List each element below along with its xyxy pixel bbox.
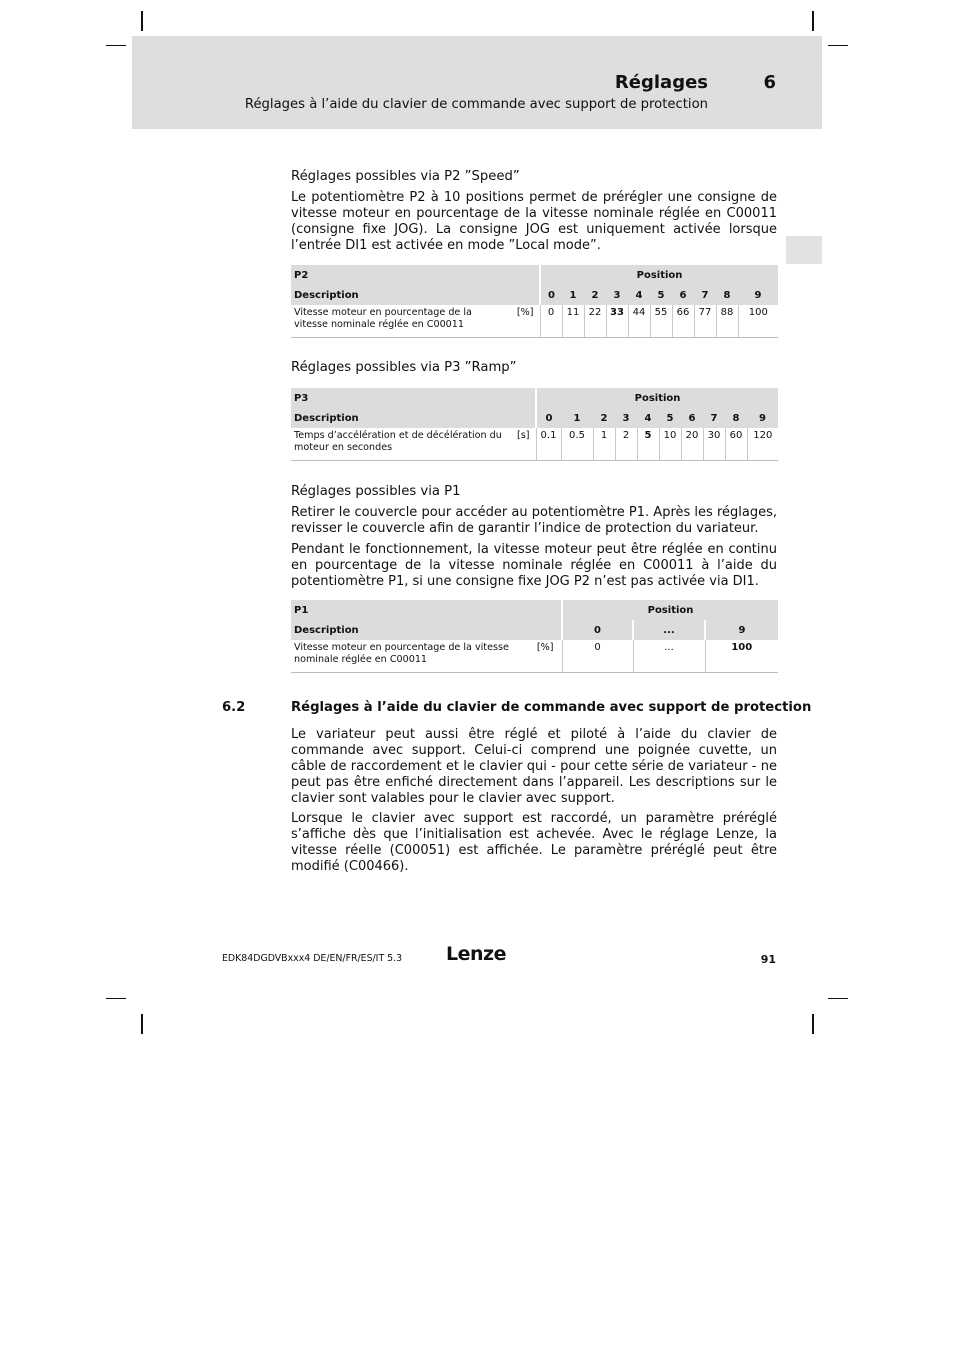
table-value-cell: 100: [738, 305, 778, 338]
row-description: Vitesse moteur en pourcentage de la vitesse nominale réglée en C00011: [294, 307, 472, 330]
page-number: 91: [760, 953, 776, 966]
table-position-cell: 4: [628, 285, 650, 305]
table-position-cell: 3: [606, 285, 628, 305]
row-unit: [s]: [517, 430, 530, 441]
table-value-cell: 0.1: [536, 428, 561, 461]
chapter-side-tab: [786, 236, 822, 264]
table-value-cell: 55: [650, 305, 672, 338]
crop-mark: [828, 998, 848, 999]
table-value-cell: 11: [562, 305, 584, 338]
row-unit: [%]: [536, 642, 554, 653]
crop-mark: [141, 1014, 143, 1034]
table-position-cell: ...: [633, 620, 705, 640]
table-value-cell: 10: [659, 428, 681, 461]
table-value-cell: 88: [716, 305, 738, 338]
table-position-cell: 8: [725, 408, 747, 428]
table-position-cell: 8: [716, 285, 738, 305]
section-paragraph-1: Le variateur peut aussi être réglé et piloté à l’aide du clavier de commande avec support. Celui-ci comprend une poignée cuvette, un câble de raccordement et le clavier qui - pour cette série de variateur - ne peut pas être enfiché directement dans l’appareil. Les descriptions sur le clavier sont valables pour le clavier avec support.: [291, 727, 777, 806]
table-value-cell: 66: [672, 305, 694, 338]
table-position-cell: 7: [694, 285, 716, 305]
table-value-cell-default: 100: [705, 640, 778, 673]
p1-paragraph-2: Pendant le fonctionnement, la vitesse moteur peut être réglée en continu en pourcentage de la vitesse nominale réglée en C00011 à l’aide du potentiomètre P1, si une consigne fixe JOG P2 n’est pas activée via DI1.: [291, 542, 777, 589]
crop-mark: [812, 1014, 814, 1034]
table-value-cell: 30: [703, 428, 725, 461]
table-value-cell: 120: [747, 428, 778, 461]
table-value-cell: 2: [615, 428, 637, 461]
table-position-cell: 5: [659, 408, 681, 428]
crop-mark: [812, 11, 814, 31]
table-value-cell-default: 5: [637, 428, 659, 461]
table-description-header: Description: [291, 620, 562, 640]
table-position-cell: 9: [705, 620, 778, 640]
crop-mark: [106, 998, 126, 999]
table-value-cell: 0: [562, 640, 633, 673]
crop-mark: [141, 11, 143, 31]
table-value-cell: ...: [633, 640, 705, 673]
table-description-header: Description: [291, 285, 540, 305]
table-position-header: Position: [562, 600, 778, 620]
table-position-cell: 0: [536, 408, 561, 428]
row-unit: [%]: [516, 307, 534, 318]
p1-heading: Réglages possibles via P1: [291, 484, 461, 499]
header-band: [132, 36, 822, 129]
table-param-label: P1: [291, 600, 562, 620]
section-paragraph-2: Lorsque le clavier avec support est raccordé, un paramètre préréglé s’affiche dès que l’initialisation est achevée. Avec le réglage Lenze, la vitesse réelle (C00051) est affichée. Le paramètre préréglé peut être modifié (C00466).: [291, 811, 777, 874]
p1-paragraph-1: Retirer le couvercle pour accéder au potentiomètre P1. Après les réglages, revisser le couvercle afin de garantir l’indice de protection du variateur.: [291, 505, 777, 536]
table-value-cell: 20: [681, 428, 703, 461]
p2-paragraph: Le potentiomètre P2 à 10 positions permet de prérégler une consigne de vitesse moteur en pourcentage de la vitesse nominale réglée en C00011 (consigne fixe JOG). La consigne JOG est uniquement activée lorsque l’entrée DI1 est activée en mode ”Local mode”.: [291, 190, 777, 253]
table-value-cell: 22: [584, 305, 606, 338]
footer-doc-code: EDK84DGDVBxxx4 DE/EN/FR/ES/IT 5.3: [222, 953, 403, 964]
table-position-cell: 5: [650, 285, 672, 305]
table-position-cell: 0: [562, 620, 633, 640]
table-position-header: Position: [540, 265, 778, 285]
table-position-cell: 6: [672, 285, 694, 305]
table-value-cell: 60: [725, 428, 747, 461]
table-position-cell: 3: [615, 408, 637, 428]
table-value-cell: 77: [694, 305, 716, 338]
section-number: 6.2: [222, 700, 246, 715]
table-param-label: P2: [291, 265, 540, 285]
row-description: Temps d’accélération et de décélération du moteur en secondes: [294, 430, 502, 453]
table-position-cell: 9: [747, 408, 778, 428]
p1-table: [291, 600, 778, 673]
table-position-header: Position: [536, 388, 778, 408]
table-position-cell: 7: [703, 408, 725, 428]
p3-table: [291, 388, 778, 461]
table-value-cell: 1: [593, 428, 615, 461]
table-position-cell: 2: [593, 408, 615, 428]
table-position-cell: 1: [562, 285, 584, 305]
table-position-cell: 9: [738, 285, 778, 305]
table-position-cell: 1: [561, 408, 593, 428]
table-value-cell: 0.5: [561, 428, 593, 461]
table-description-cell: [291, 640, 562, 673]
table-description-cell: [291, 428, 536, 461]
table-description-cell: [291, 305, 540, 338]
section-title: Réglages à l’aide du clavier de commande avec support de protection: [291, 700, 812, 715]
p2-table: [291, 265, 778, 338]
lenze-logo: Lenze: [446, 943, 506, 965]
crop-mark: [106, 45, 126, 46]
chapter-subtitle: Réglages à l’aide du clavier de commande avec support de protection: [244, 97, 708, 112]
table-value-cell-default: 33: [606, 305, 628, 338]
table-value-cell: 0: [540, 305, 562, 338]
p3-heading: Réglages possibles via P3 ”Ramp”: [291, 360, 517, 375]
table-description-header: Description: [291, 408, 536, 428]
table-position-cell: 2: [584, 285, 606, 305]
crop-mark: [828, 45, 848, 46]
chapter-title: Réglages: [614, 72, 708, 93]
p2-heading: Réglages possibles via P2 ”Speed”: [291, 169, 520, 184]
table-position-cell: 6: [681, 408, 703, 428]
table-position-cell: 4: [637, 408, 659, 428]
table-param-label: P3: [291, 388, 536, 408]
table-position-cell: 0: [540, 285, 562, 305]
table-value-cell: 44: [628, 305, 650, 338]
chapter-number: 6: [763, 72, 776, 93]
row-description: Vitesse moteur en pourcentage de la vitesse nominale réglée en C00011: [294, 642, 509, 665]
